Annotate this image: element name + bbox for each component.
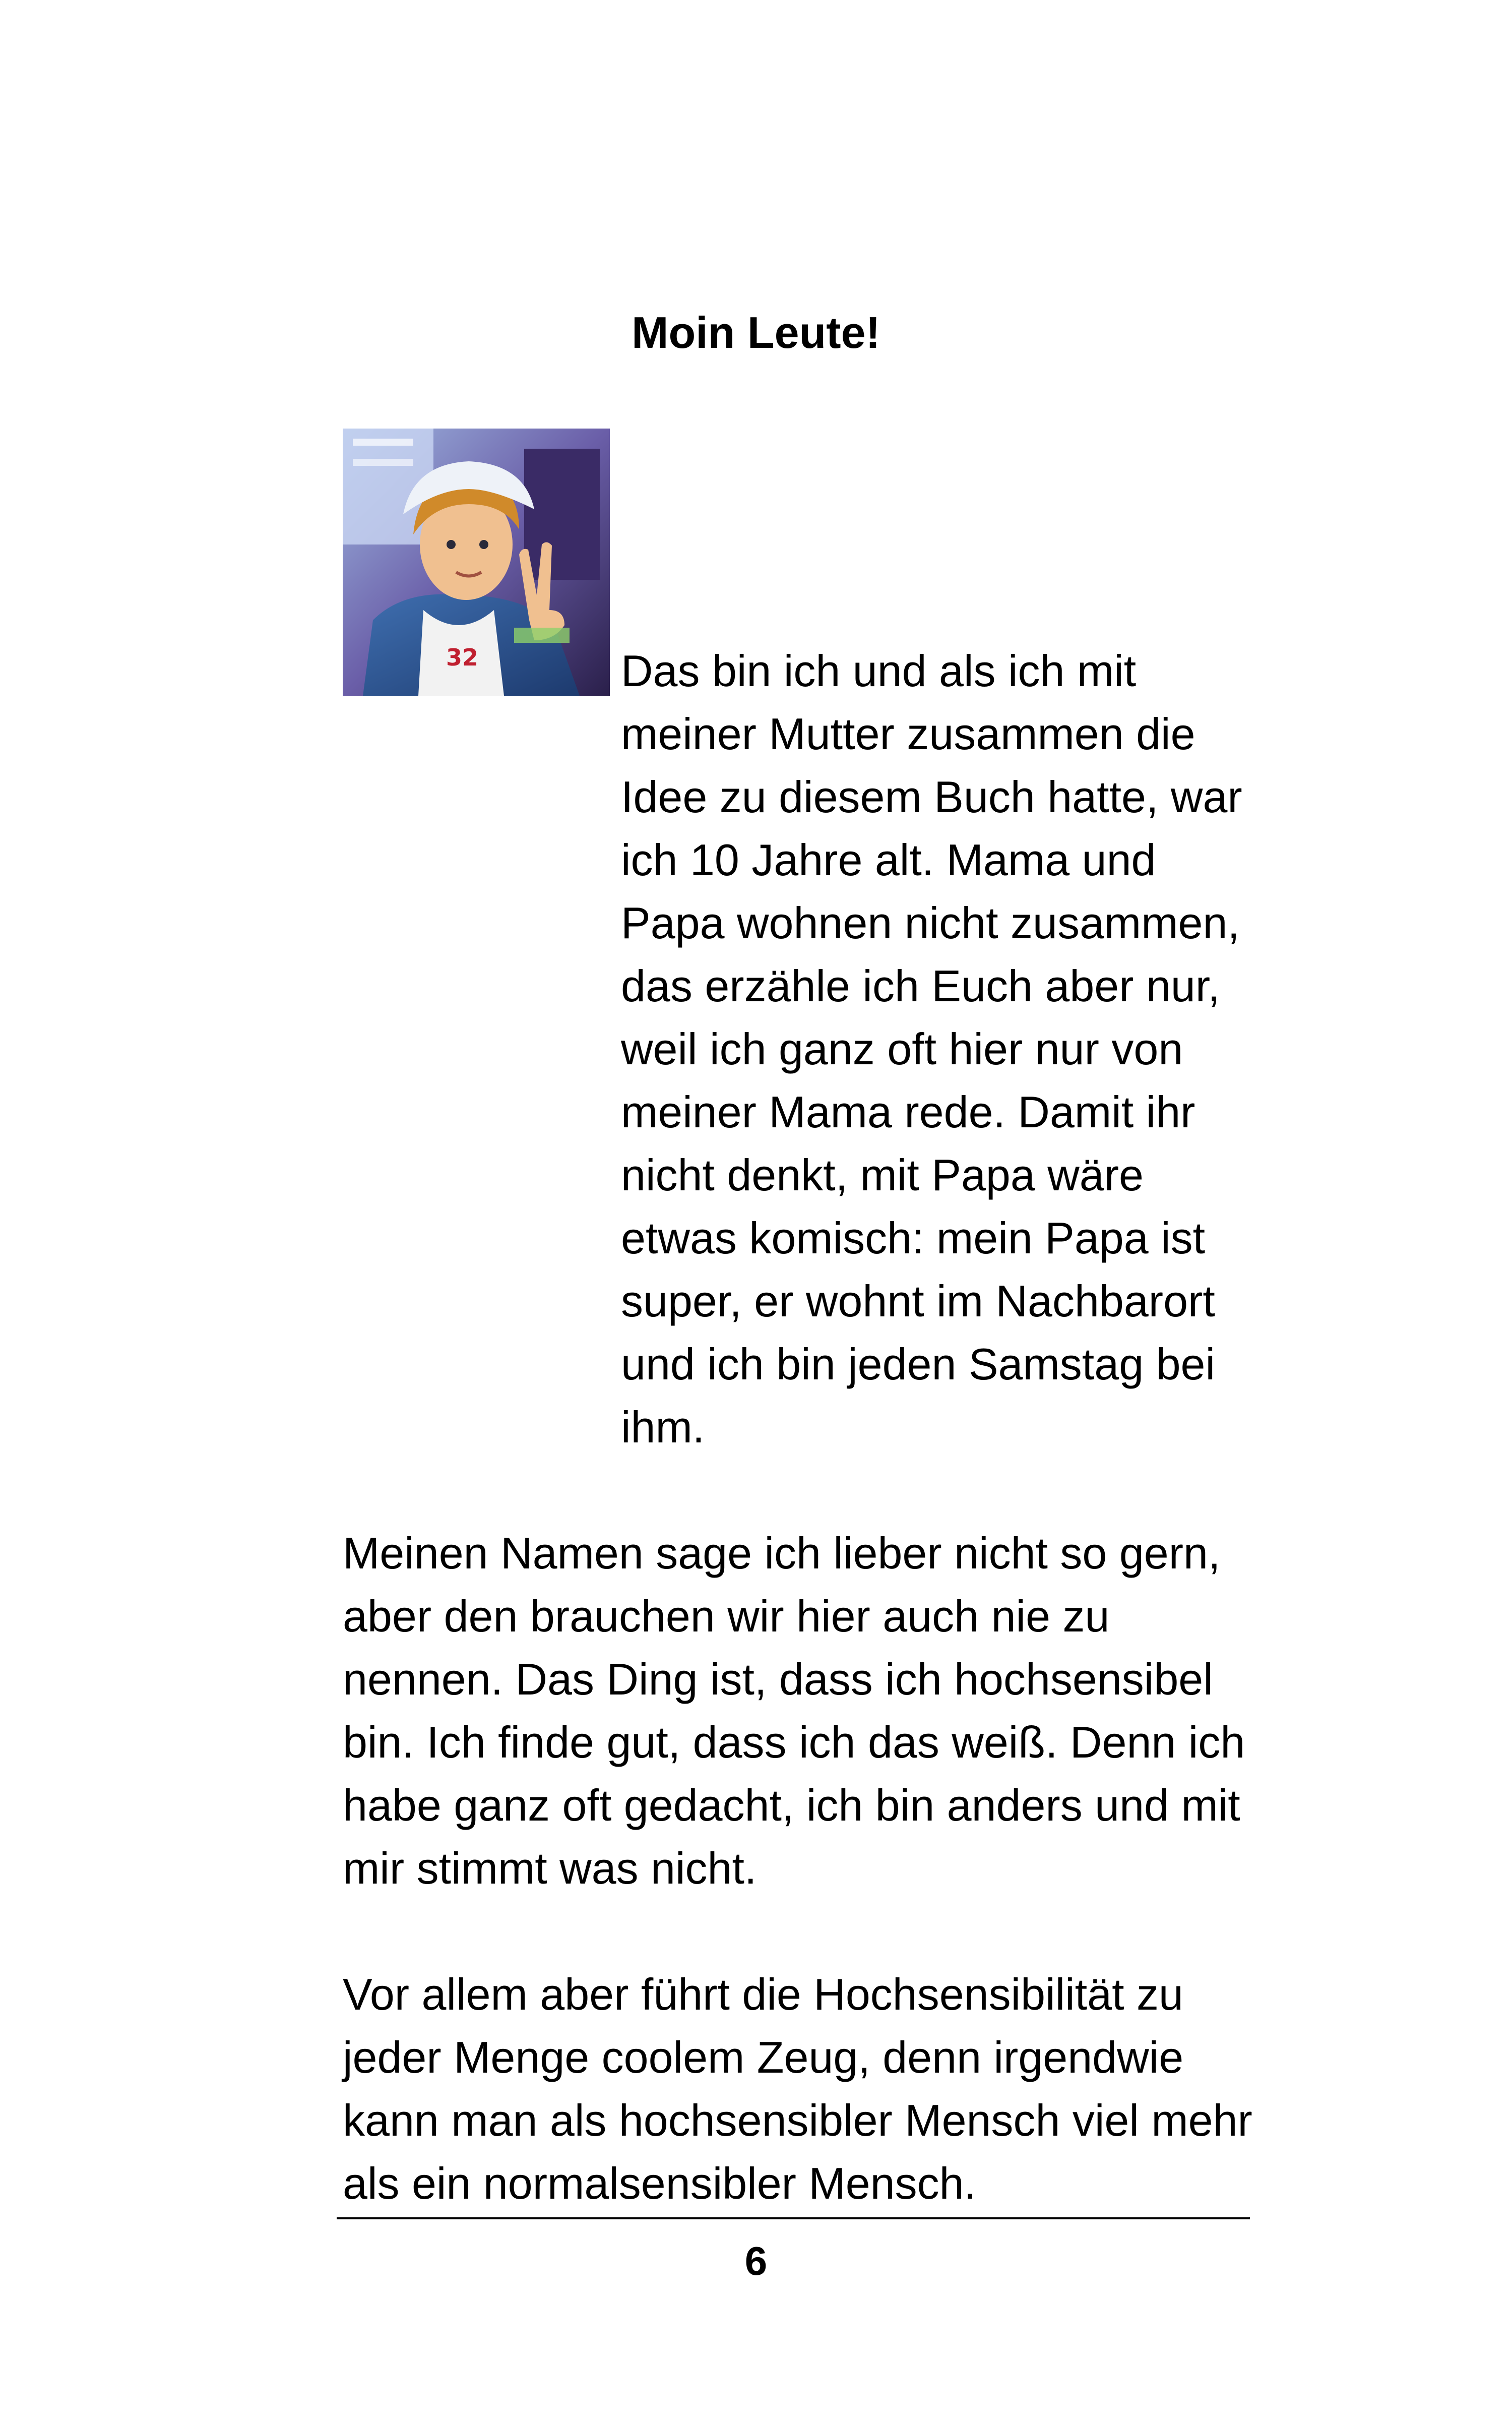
body-text — [343, 639, 1265, 2215]
page-number: 6 — [744, 2238, 768, 2283]
footer-divider — [337, 2217, 1250, 2219]
paragraph: Meinen Namen sage ich lieber nicht so gern, aber den brauchen wir hier auch nie zu nennen. Das Ding ist, dass ich hochsensibel bin. Ich finde gut, dass ich das weiß. Denn ich habe ganz oft gedacht, ich bin anders und mit mir stimmt was nicht. — [343, 1528, 1245, 1893]
paragraph: Vor allem aber führt die Hochsensibilität zu jeder Menge coolem Zeug, denn irgendwie kann man als hochsensibler Mensch viel mehr als ein normalsensibler Mensch. — [343, 1969, 1252, 2208]
paragraph: Das bin ich und als ich mit meiner Mutter zusammen die Idee zu diesem Buch hatte, war ich 10 Jahre alt. Mama und Papa wohnen nicht zusammen, das erzähle ich Euch aber nur, weil ich ganz oft hier nur von meiner Mama rede. Damit ihr nicht denkt, mit Papa wäre etwas komisch: mein Papa ist super, er wohnt im Nachbarort und ich bin jeden Samstag bei ihm. — [621, 646, 1242, 1452]
page-title: Moin Leute! — [632, 308, 880, 357]
svg-text:32: 32 — [446, 644, 479, 671]
